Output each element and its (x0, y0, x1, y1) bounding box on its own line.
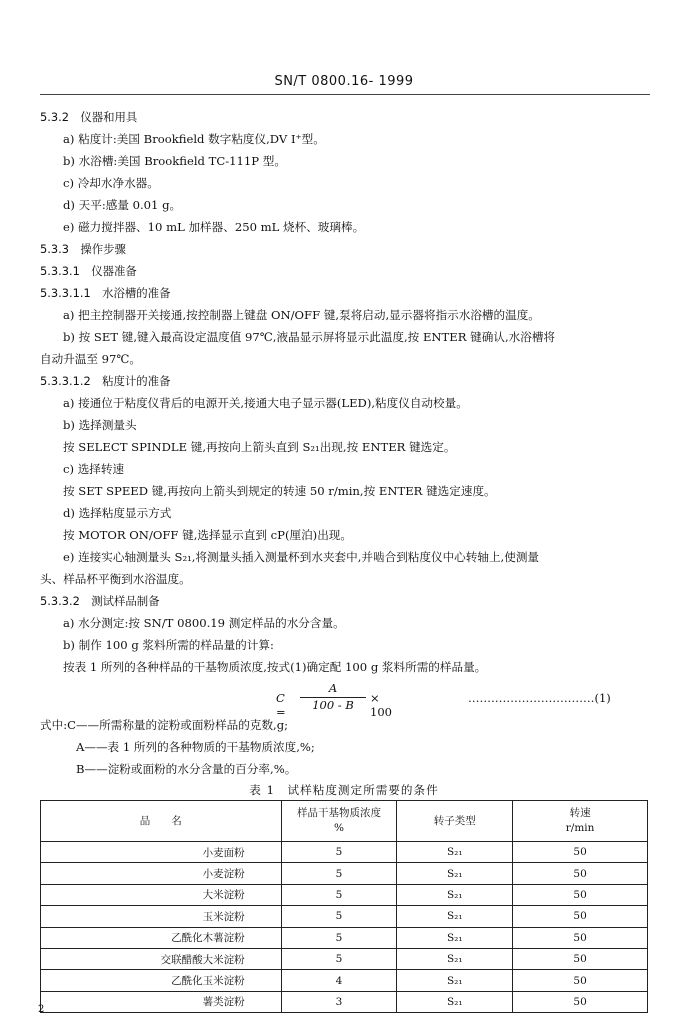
formula-denominator: 100 - B (312, 698, 354, 712)
cell-name: 交联醋酸大米淀粉 (41, 948, 282, 969)
cell-name: 玉米淀粉 (41, 906, 282, 927)
cell-concentration: 5 (281, 948, 397, 969)
cell-speed: 50 (513, 842, 648, 863)
equation-number: ……………………………(1) (468, 691, 611, 705)
cell-concentration: 5 (281, 927, 397, 948)
paragraph-line: e) 连接实心轴测量头 S₂₁,将测量头插入测量杯到水夹套中,并啮合到粘度仪中心转轴上,使测量 (63, 550, 540, 564)
header-speed (513, 801, 648, 842)
header-concentration-label: 样品干基物质浓度 (297, 807, 381, 819)
section-5-3-3-heading: 5.3.3 操作步骤 (40, 242, 126, 256)
table-header-row (41, 801, 648, 842)
cell-speed: 50 (513, 906, 648, 927)
cell-name: 薯类淀粉 (41, 991, 282, 1012)
list-item: b) 水浴槽:美国 Brookfield TC-111P 型。 (63, 154, 286, 168)
where-line: A——表 1 所列的各种物质的干基物质浓度,%; (76, 740, 315, 754)
list-item: e) 磁力搅拌器、10 mL 加样器、250 mL 烧杯、玻璃棒。 (63, 220, 365, 234)
list-item: a) 粘度计:美国 Brookfield 数字粘度仪,DV Ⅰ⁺型。 (63, 132, 325, 146)
page-number: 2 (38, 1004, 45, 1015)
viscosity-conditions-table (40, 800, 648, 1013)
section-5-3-3-2-heading: 5.3.3.2 测试样品制备 (40, 594, 160, 608)
table-row (41, 884, 648, 905)
cell-name: 小麦面粉 (41, 842, 282, 863)
cell-rotor: S₂₁ (397, 884, 513, 905)
cell-rotor: S₂₁ (397, 842, 513, 863)
header-concentration (281, 801, 397, 842)
section-5-3-2-heading: 5.3.2 仪器和用具 (40, 110, 138, 124)
paragraph-line: 按 SET SPEED 键,再按向上箭头到规定的转速 50 r/min,按 ENTER 键选定速度。 (63, 484, 496, 498)
where-line: B——淀粉或面粉的水分含量的百分率,%。 (76, 762, 297, 776)
cell-speed: 50 (513, 948, 648, 969)
formula-fraction (300, 682, 366, 712)
cell-rotor: S₂₁ (397, 970, 513, 991)
paragraph-line: b) 按 SET 键,键入最高设定温度值 97℃,液晶显示屏将显示此温度,按 ENTER 键确认,水浴槽将 (63, 330, 556, 344)
cell-speed: 50 (513, 970, 648, 991)
section-5-3-3-1-2-heading: 5.3.3.1.2 粘度计的准备 (40, 374, 171, 388)
header-speed-unit: r/min (565, 822, 595, 834)
cell-rotor: S₂₁ (397, 948, 513, 969)
paragraph-line: 自动升温至 97℃。 (40, 352, 141, 366)
list-item: c) 冷却水净水器。 (63, 176, 159, 190)
paragraph-line: a) 把主控制器开关接通,按控制器上键盘 ON/OFF 键,泵将启动,显示器将指示水浴槽的温度。 (63, 308, 540, 322)
cell-speed: 50 (513, 927, 648, 948)
header-name: 品 名 (41, 801, 282, 842)
cell-rotor: S₂₁ (397, 863, 513, 884)
cell-rotor: S₂₁ (397, 906, 513, 927)
table-row (41, 991, 648, 1012)
standard-header: SN/T 0800.16- 1999 (274, 74, 414, 89)
cell-concentration: 5 (281, 863, 397, 884)
paragraph-line: b) 选择测量头 (63, 418, 137, 432)
table-row (41, 863, 648, 884)
paragraph-line: c) 选择转速 (63, 462, 125, 476)
cell-rotor: S₂₁ (397, 991, 513, 1012)
paragraph-line: 按 SELECT SPINDLE 键,再按向上箭头直到 S₂₁出现,按 ENTER 键选定。 (63, 440, 456, 454)
cell-name: 乙酰化玉米淀粉 (41, 970, 282, 991)
paragraph-line: d) 选择粘度显示方式 (63, 506, 172, 520)
cell-speed: 50 (513, 991, 648, 1012)
cell-concentration: 5 (281, 842, 397, 863)
table-caption: 表 1 试样粘度测定所需要的条件 (249, 783, 439, 797)
cell-speed: 50 (513, 863, 648, 884)
table-row (41, 970, 648, 991)
cell-rotor: S₂₁ (397, 927, 513, 948)
paragraph-line: b) 制作 100 g 浆料所需的样品量的计算: (63, 638, 274, 652)
section-5-3-3-1-heading: 5.3.3.1 仪器准备 (40, 264, 137, 278)
paragraph-line: a) 接通位于粘度仪背后的电源开关,接通大电子显示器(LED),粘度仪自动校量。 (63, 396, 468, 410)
cell-concentration: 5 (281, 906, 397, 927)
paragraph-line: a) 水分测定:按 SN/T 0800.19 测定样品的水分含量。 (63, 616, 345, 630)
section-5-3-3-1-1-heading: 5.3.3.1.1 水浴槽的准备 (40, 286, 171, 300)
paragraph-line: 按表 1 所列的各种样品的干基物质浓度,按式(1)确定配 100 g 浆料所需的样品量。 (63, 660, 487, 674)
table-row (41, 948, 648, 969)
table-row (41, 906, 648, 927)
header-rotor: 转子类型 (397, 801, 513, 842)
cell-concentration: 5 (281, 884, 397, 905)
cell-concentration: 3 (281, 991, 397, 1012)
paragraph-line: 按 MOTOR ON/OFF 键,选择显示直到 cP(厘泊)出现。 (63, 528, 352, 542)
header-rule (40, 94, 650, 95)
list-item: d) 天平:感量 0.01 g。 (63, 198, 182, 212)
paragraph-line: 头、样品杯平衡到水浴温度。 (40, 572, 191, 586)
header-speed-label: 转速 (569, 807, 591, 819)
cell-concentration: 4 (281, 970, 397, 991)
formula-numerator: A (328, 681, 338, 695)
formula-rhs: × 100 (370, 691, 392, 719)
cell-speed: 50 (513, 884, 648, 905)
cell-name: 乙酰化木薯淀粉 (41, 927, 282, 948)
formula-lhs: C = (276, 691, 286, 719)
header-concentration-unit: % (334, 822, 344, 834)
table-row (41, 927, 648, 948)
cell-name: 大米淀粉 (41, 884, 282, 905)
where-line: 式中:C——所需称量的淀粉或面粉样品的克数,g; (40, 718, 289, 732)
cell-name: 小麦淀粉 (41, 863, 282, 884)
table-row (41, 842, 648, 863)
